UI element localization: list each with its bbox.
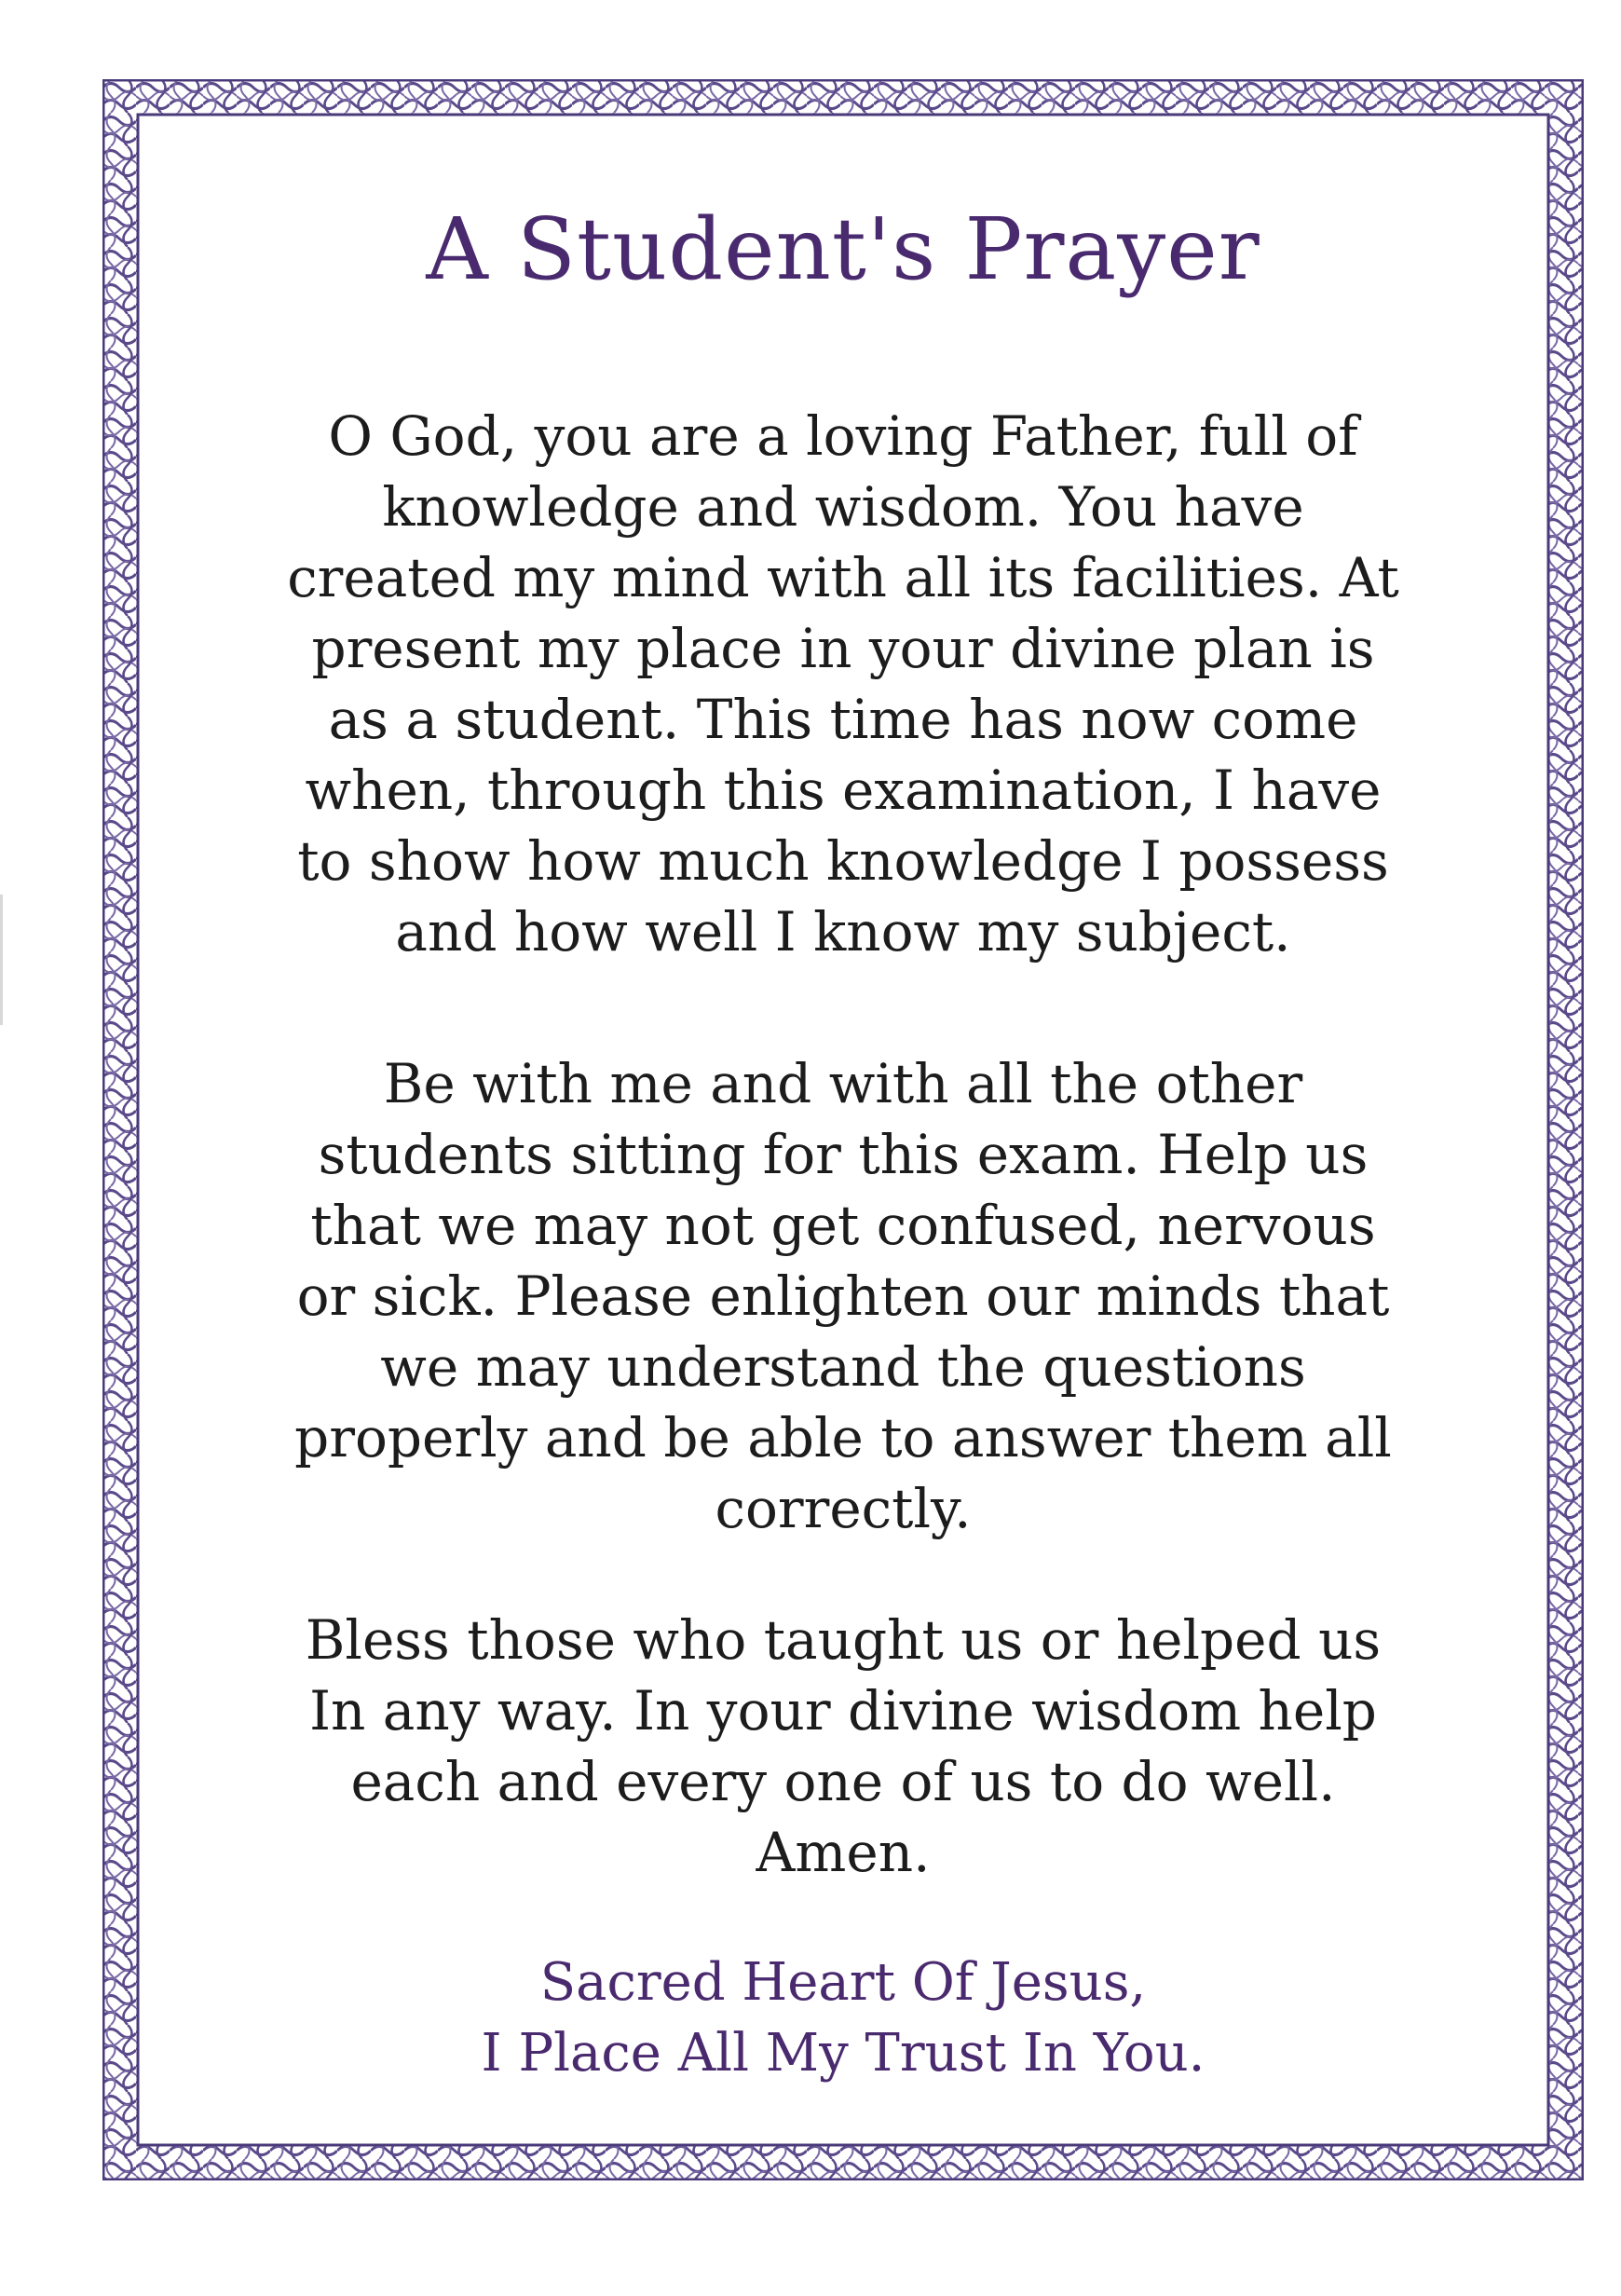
scan-edge-mark bbox=[0, 895, 3, 1025]
closing-invocation: Sacred Heart Of Jesus, I Place All My Trust In You. bbox=[481, 1952, 1206, 2084]
paragraph-3: Bless those who taught us or helped us In any way. In your divine wisdom help each and every one of us to do well. Amen. bbox=[305, 1608, 1382, 1884]
paragraph-2: Be with me and with all the other students sitting for this exam. Help us that we may not get confused, nervous or sick. Please enlighten our minds that we may understand the questions properly and be able to answer them all correctly. bbox=[294, 1052, 1392, 1540]
prayer-title: A Student's Prayer bbox=[426, 199, 1260, 299]
paragraph-1: O God, you are a loving Father, full of knowledge and wisdom. You have created my mind with all its facilities. At present my place in your divine plan is as a student. This time has now come when, through this examination, I have to show how much knowledge I possess and how well I know my subject. bbox=[287, 404, 1399, 964]
prayer-card bbox=[102, 79, 1584, 2180]
